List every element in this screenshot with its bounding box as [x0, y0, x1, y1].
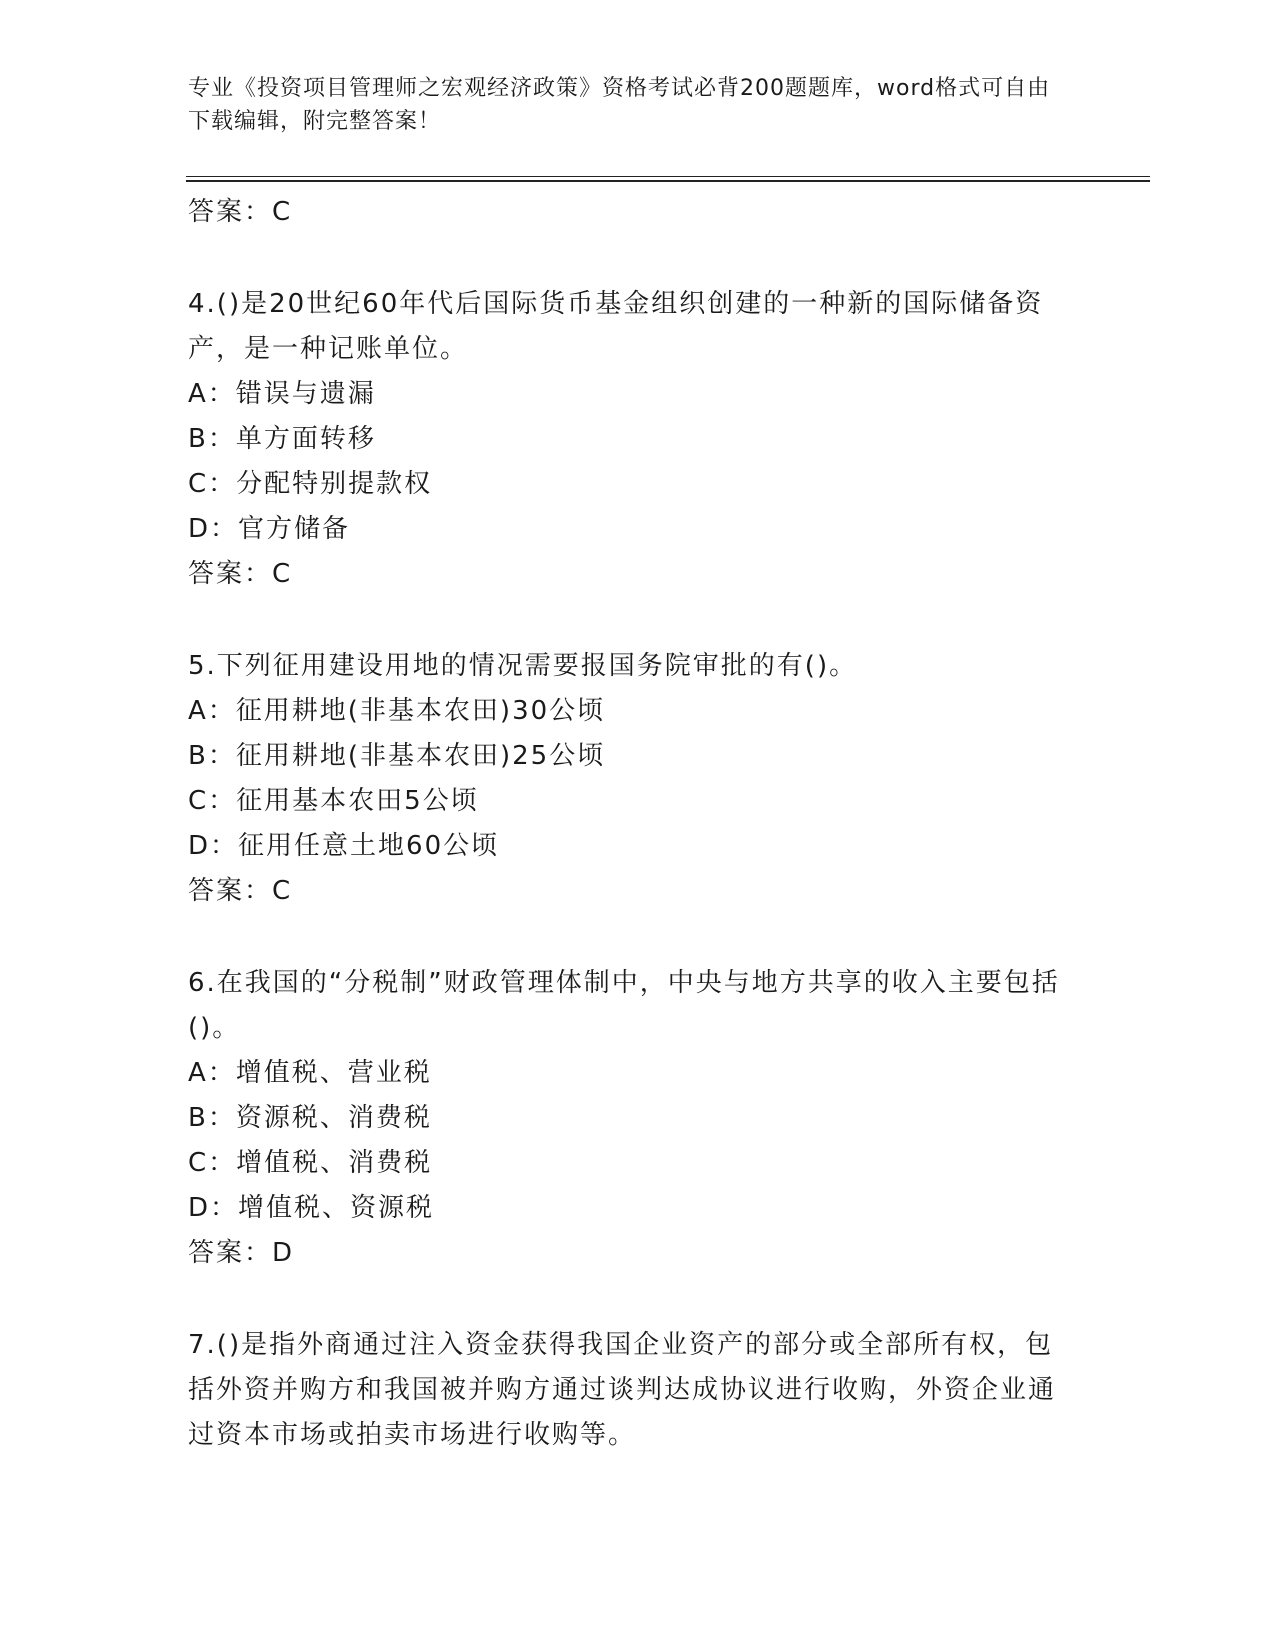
- question-text: 5.下列征用建设用地的情况需要报国务院审批的有()。: [188, 651, 858, 681]
- option-c: C：增值税、消费税: [188, 1148, 433, 1178]
- answer-line: 答案：C: [188, 559, 293, 589]
- option-a: A：增值税、营业税: [188, 1058, 432, 1088]
- answer-line: 答案：D: [188, 1238, 295, 1268]
- question-4: [188, 282, 1068, 597]
- question-text: 6.在我国的“分税制”财政管理体制中，中央与地方共享的收入主要包括()。: [188, 968, 1060, 1043]
- option-b: B：资源税、消费税: [188, 1103, 432, 1133]
- question-text: 4.()是20世纪60年代后国际货币基金组织创建的一种新的国际储备资产，是一种记账单位。: [188, 289, 1044, 364]
- header-divider-thick: [186, 180, 1150, 182]
- option-b: B：单方面转移: [188, 424, 376, 454]
- option-d: D：征用任意土地60公顷: [188, 831, 500, 861]
- question-6: [188, 961, 1068, 1276]
- option-c: C：分配特别提款权: [188, 469, 433, 499]
- answer-line: 答案：C: [188, 876, 293, 906]
- question-7: [188, 1323, 1068, 1458]
- option-d: D：官方储备: [188, 514, 351, 544]
- option-c: C：征用基本农田5公顷: [188, 786, 479, 816]
- document-body: [188, 190, 1068, 1458]
- header-divider: [186, 176, 1150, 177]
- option-d: D：增值税、资源税: [188, 1193, 435, 1223]
- document-header: 专业《投资项目管理师之宏观经济政策》资格考试必背200题题库，word格式可自由下载编辑，附完整答案！: [188, 76, 1051, 134]
- option-a: A：错误与遗漏: [188, 379, 376, 409]
- option-b: B：征用耕地(非基本农田)25公顷: [188, 741, 606, 771]
- question-5: [188, 644, 1068, 914]
- answer-line: 答案：C: [188, 197, 293, 227]
- option-a: A：征用耕地(非基本农田)30公顷: [188, 696, 606, 726]
- question-text: 7.()是指外商通过注入资金获得我国企业资产的部分或全部所有权，包括外资并购方和我国被并购方通过谈判达成协议进行收购，外资企业通过资本市场或拍卖市场进行收购等。: [188, 1330, 1057, 1450]
